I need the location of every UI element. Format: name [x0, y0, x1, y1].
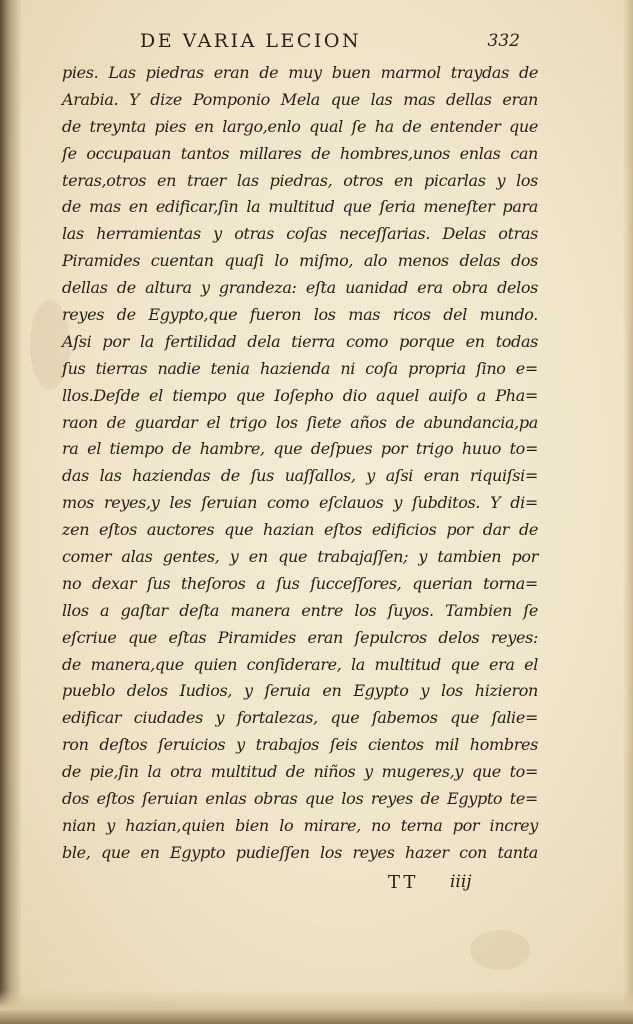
- text-line: das las haziendas de ſus uaſſallos, y aſsi eran riquiſsi=: [62, 466, 538, 486]
- text-line: de pie,ſin la otra multitud de niños y mugeres,y que to=: [62, 762, 538, 782]
- text-line: dellas de altura y grandeza: eſta uanidad era obra delos: [62, 278, 538, 298]
- text-line: mos reyes,y les ſeruian como eſclauos y ſubditos. Y di=: [62, 493, 538, 513]
- text-line: comer alas gentes, y en que trabajaſſen; y tambien por: [62, 547, 538, 567]
- text-line: ble, que en Egypto pudieſſen los reyes hazer con tanta: [62, 842, 538, 862]
- text-line: Piramides cuentan quaſi lo miſmo, alo menos delas dos: [62, 251, 538, 271]
- text-line: teras,otros en traer las piedras, otros en picarlas y los: [62, 170, 538, 190]
- text-line: eſcriue que eſtas Piramides eran ſepulcros delos reyes:: [62, 627, 538, 647]
- text-line: zen eſtos auctores que hazian eſtos edificios por dar de: [62, 520, 538, 540]
- text-line: pueblo delos Iudios, y ſeruia en Egypto y los hizieron: [62, 681, 538, 701]
- text-line: llos a gaſtar deſta manera entre los ſuyos. Tambien ſe: [62, 600, 538, 620]
- text-line: nian y hazian,quien bien lo mirare, no terna por increy: [62, 815, 538, 835]
- spine-shadow: [0, 0, 22, 1024]
- text-line: edificar ciudades y fortalezas, que ſabemos que ſalie=: [62, 708, 538, 728]
- body-text: [62, 60, 538, 867]
- signature-mark: [388, 872, 488, 896]
- text-line: de manera,que quien conſiderare, la multitud que era el: [62, 654, 538, 674]
- running-title: DE VARIA LECION: [140, 30, 362, 52]
- signature-number: iiij: [450, 872, 472, 892]
- paper-stain: [470, 930, 530, 970]
- text-line: dos eſtos ſeruian enlas obras que los reyes de Egypto te=: [62, 789, 538, 809]
- text-line: llos.Deſde el tiempo que Ioſepho dio aquel auiſo a Pha=: [62, 385, 538, 405]
- text-line: Arabia. Y dize Pomponio Mela que las mas dellas eran: [62, 89, 538, 109]
- running-head: [140, 30, 520, 54]
- text-line: ra el tiempo de hambre, que deſpues por trigo huuo to=: [62, 439, 538, 459]
- text-line: ron deſtos ſeruicios y trabajos ſeis cientos mil hombres: [62, 735, 538, 755]
- text-line: ſus tierras nadie tenia hazienda ni coſa propria ſino e=: [62, 358, 538, 378]
- folio-number: 332: [487, 31, 520, 51]
- text-line: Aſsi por la fertilidad dela tierra como porque en todas: [62, 331, 538, 351]
- page-edge-right: [623, 0, 633, 1024]
- signature-letters: TT: [388, 872, 419, 893]
- text-line: de mas en edificar,ſin la multitud que ſeria meneſter para: [62, 197, 538, 217]
- page-edge-bottom: [0, 990, 633, 1024]
- text-line: de treynta pies en largo,enlo qual ſe ha de entender que: [62, 116, 538, 136]
- text-line: ſe occupauan tantos millares de hombres,unos enlas can: [62, 143, 538, 163]
- text-line: pies. Las piedras eran de muy buen marmol traydas de: [62, 63, 538, 82]
- text-line: no dexar ſus theſoros a ſus ſucceſſores, querian torna=: [62, 573, 538, 593]
- text-line: raon de guardar el trigo los ſiete años de abundancia,pa: [62, 412, 538, 432]
- text-line: reyes de Egypto,que fueron los mas ricos del mundo.: [62, 305, 538, 325]
- text-line: las herramientas y otras coſas neceſſarias. Delas otras: [62, 224, 538, 244]
